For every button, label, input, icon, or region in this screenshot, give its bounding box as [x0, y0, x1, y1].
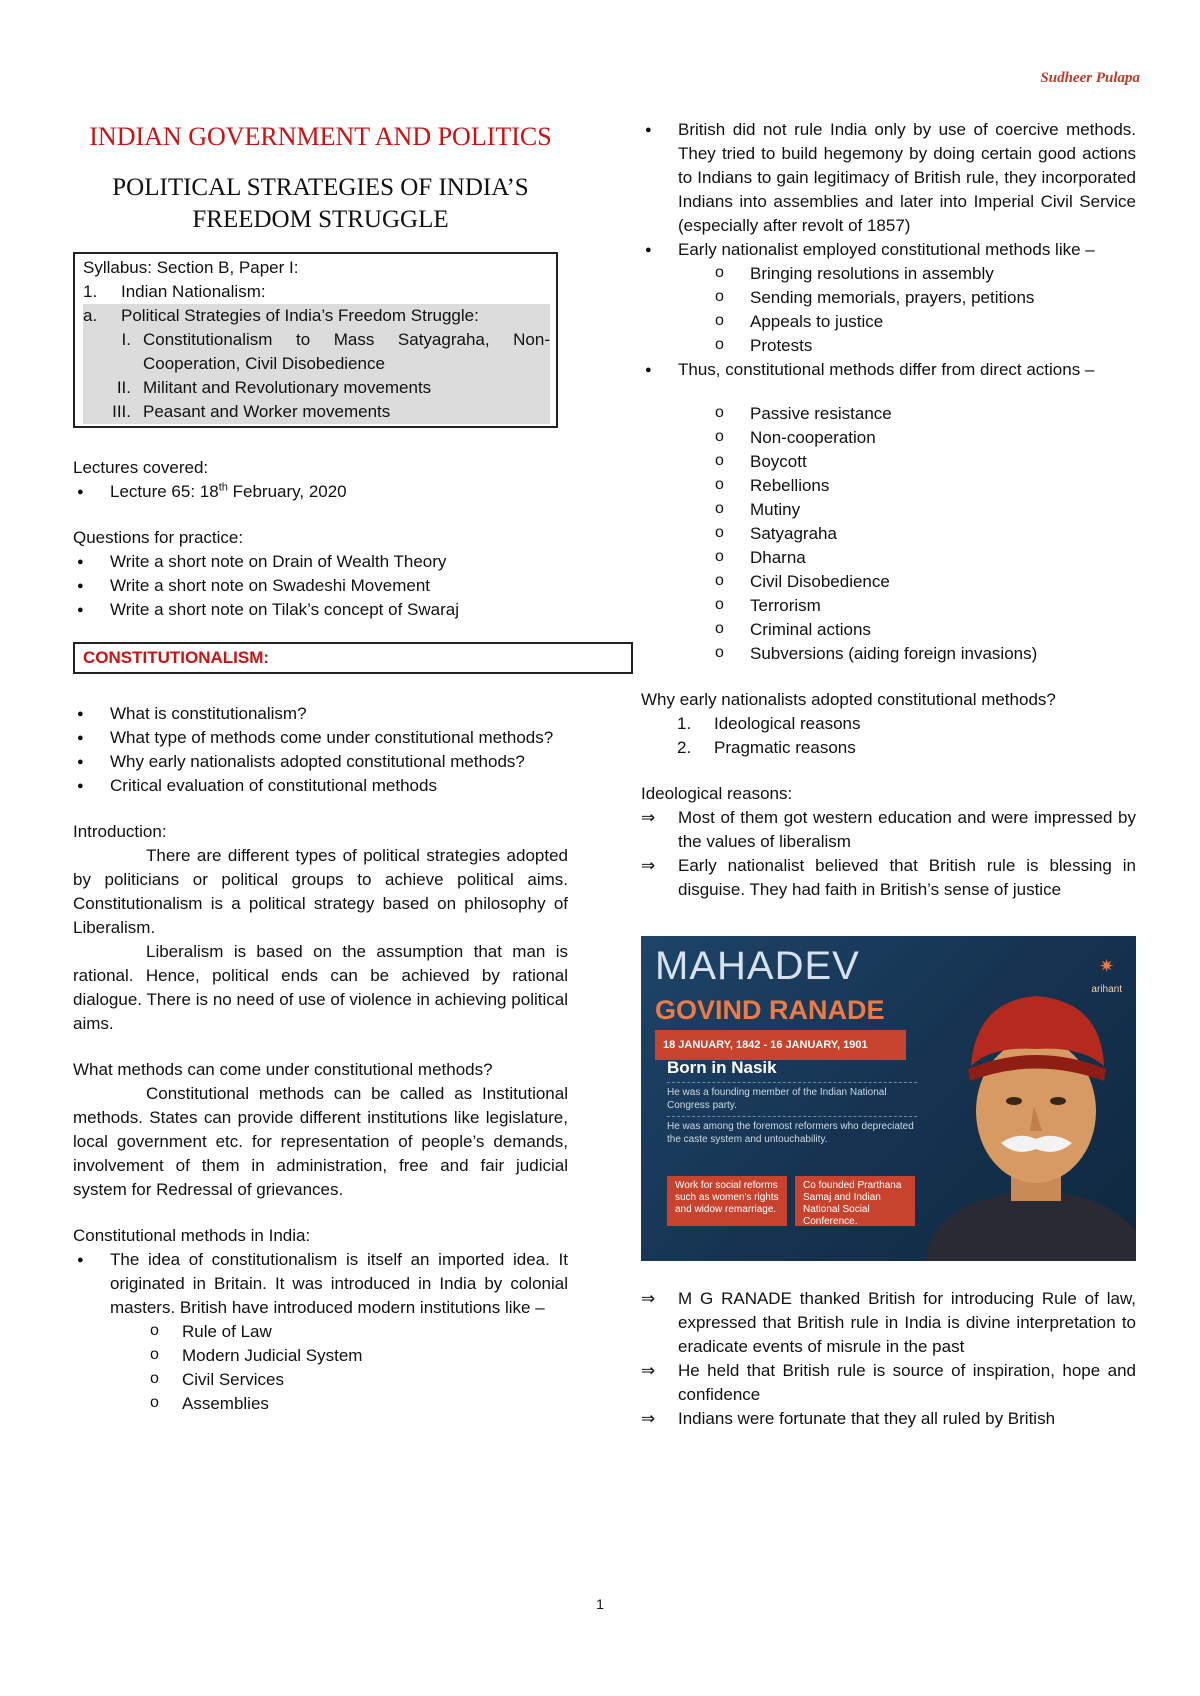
poster-born: Born in Nasik [667, 1058, 777, 1077]
intro-paragraph-2: Liberalism is based on the assumption that man is rational. Hence, political ends can be achieved by rational dialogue. There is no need of use of violence in achieving political aims. [73, 942, 568, 1033]
list-item: o Dharna [641, 546, 1136, 570]
list-item: ● Thus, constitutional methods differ from direct actions – [641, 358, 1136, 382]
list-item: o Civil Disobedience [641, 570, 1136, 594]
list-item: o Subversions (aiding foreign invasions) [641, 642, 1136, 666]
list-item: o Rebellions [641, 474, 1136, 498]
methods-heading: What methods can come under constitutional methods? [73, 1060, 493, 1079]
syllabus-sub-num: III. [112, 402, 131, 421]
list-item [73, 480, 568, 504]
poster-box-2: Co founded Prarthana Samaj and Indian National Social Conference. [795, 1176, 915, 1226]
syllabus-sub-item [83, 376, 550, 400]
syllabus-item-1-num: 1. [83, 282, 98, 301]
direct-actions-list [641, 402, 1136, 666]
right-column [641, 118, 1136, 1431]
list-item: o Rule of Law [73, 1320, 568, 1344]
list-item: ● Write a short note on Tilak’s concept of Swaraj [73, 598, 568, 622]
syllabus-sub-text: Constitutionalism to Mass Satyagraha, Non-Cooperation, Civil Disobedience [143, 330, 550, 373]
syllabus-sub-item [83, 328, 550, 376]
author-name: Sudheer Pulapa [1040, 70, 1140, 86]
list-item: ● What is constitutionalism? [73, 702, 558, 726]
ideological-list [641, 806, 1136, 902]
list-item: o Civil Services [73, 1368, 568, 1392]
publisher-logo-text: arihant [1091, 984, 1122, 995]
constitutional-methods-list [641, 262, 1136, 358]
list-item: o Terrorism [641, 594, 1136, 618]
poster-box-1: Work for social reforms such as women's rights and widow remarriage. [667, 1176, 787, 1226]
list-item: ● What type of methods come under constitutional methods? [73, 726, 558, 750]
list-item: ● British did not rule India only by use of coercive methods. They tried to build hegemony by doing certain good actions to Indians to gain legitimacy of British rule, they incorporated Indians into assemblies and later into Imperial Civil Service (especially after revolt of 1857) [641, 118, 1136, 238]
list-item: o Criminal actions [641, 618, 1136, 642]
methods-paragraph: Constitutional methods can be called as Institutional methods. States can provide different institutions like legislature, local government etc. for representation of people’s demands, involvement of them in administration, free and fair judicial system for Redressal of grievances. [73, 1084, 568, 1199]
institutions-list [73, 1320, 568, 1416]
syllabus-box [73, 252, 558, 428]
syllabus-sub-item [83, 400, 550, 424]
poster-name-line-2: GOVIND RANADE [655, 995, 885, 1025]
reason-num: 1. [677, 714, 692, 733]
reason-text: Pragmatic reasons [714, 738, 856, 757]
list-item: ⇒ He held that British rule is source of inspiration, hope and confidence [641, 1359, 1136, 1407]
poster-divider [667, 1082, 917, 1083]
syllabus-item-1 [83, 280, 550, 304]
lecture-date: February, 2020 [227, 482, 347, 501]
syllabus-sub-text: Militant and Revolutionary movements [143, 378, 432, 397]
lecture-sup: th [218, 481, 228, 494]
syllabus-item-a [83, 304, 550, 328]
page-number: 1 [596, 1596, 604, 1612]
reason-text: Ideological reasons [714, 714, 861, 733]
india-heading: Constitutional methods in India: [73, 1226, 311, 1245]
syllabus-item-1-text: Indian Nationalism: [121, 282, 266, 301]
list-item: ● Write a short note on Swadeshi Movement [73, 574, 568, 598]
ranade-list [641, 1287, 1136, 1431]
document-subtitle [73, 172, 568, 236]
lecture-text: Lecture 65: 18 [110, 482, 219, 501]
introduction-heading: Introduction: [73, 822, 167, 841]
questions-list [73, 550, 568, 622]
subtitle-line-1: POLITICAL STRATEGIES OF INDIA’S [112, 174, 529, 201]
poster-dates: 18 JANUARY, 1842 - 16 JANUARY, 1901 [655, 1030, 906, 1060]
list-item: o Mutiny [641, 498, 1136, 522]
subtitle-line-2: FREEDOM STRUGGLE [192, 206, 449, 233]
list-item: o Sending memorials, prayers, petitions [641, 286, 1136, 310]
syllabus-heading: Syllabus: Section B, Paper I: [83, 258, 299, 277]
right-bullets-1 [641, 118, 1136, 262]
list-item: ● Critical evaluation of constitutional methods [73, 774, 558, 798]
questions-heading: Questions for practice: [73, 528, 244, 547]
section-title-constitutionalism: CONSTITUTIONALISM: [73, 642, 633, 674]
list-item: ⇒ M G RANADE thanked British for introducing Rule of law, expressed that British rule in India is divine interpretation to eradicate events of misrule in the past [641, 1287, 1136, 1359]
document-title: INDIAN GOVERNMENT AND POLITICS [89, 122, 552, 151]
list-item: o Assemblies [73, 1392, 568, 1416]
list-item: o Boycott [641, 450, 1136, 474]
syllabus-sub-num: I. [121, 330, 131, 349]
left-column [73, 118, 568, 1416]
syllabus-item-a-num: a. [83, 306, 98, 325]
star-icon: ✷ [1099, 956, 1115, 976]
poster-fact-2: He was among the foremost reformers who depreciated the caste system and untouchability. [667, 1121, 914, 1145]
list-item: o Protests [641, 334, 1136, 358]
ranade-portrait [906, 961, 1136, 1261]
syllabus-sub-num: II. [116, 378, 131, 397]
list-item: ⇒ Early nationalist believed that British rule is blessing in disguise. They had faith in British’s sense of justice [641, 854, 1136, 902]
list-item: o Bringing resolutions in assembly [641, 262, 1136, 286]
list-item: ● Early nationalist employed constitutional methods like – [641, 238, 1136, 262]
list-item: o Modern Judicial System [73, 1344, 568, 1368]
list-item: ⇒ Most of them got western education and were impressed by the values of liberalism [641, 806, 1136, 854]
intro-paragraph-1: There are different types of political strategies adopted by politicians or political groups to achieve political aims. Constitutionalism is a political strategy based on philosophy of Liberalism. [73, 846, 568, 937]
list-item: ● Why early nationalists adopted constitutional methods? [73, 750, 558, 774]
list-item: o Appeals to justice [641, 310, 1136, 334]
list-item: ⇒ Indians were fortunate that they all ruled by British [641, 1407, 1136, 1431]
list-item: o Non-cooperation [641, 426, 1136, 450]
syllabus-shaded-block [83, 304, 550, 424]
right-bullets-2 [641, 358, 1136, 382]
reasons-list [641, 712, 1136, 760]
list-item: o Satyagraha [641, 522, 1136, 546]
reason-num: 2. [677, 738, 692, 757]
poster-name-line-1: MAHADEV [655, 944, 860, 988]
ranade-poster [641, 936, 1136, 1261]
why-heading: Why early nationalists adopted constitutional methods? [641, 690, 1056, 709]
poster-fact-1: He was a founding member of the Indian National Congress party. [667, 1087, 887, 1111]
list-item: ● The idea of constitutionalism is itself an imported idea. It originated in Britain. It was introduced in India by colonial masters. British have introduced modern institutions like – [73, 1248, 568, 1320]
syllabus-item-a-text: Political Strategies of India’s Freedom Struggle: [121, 306, 479, 325]
syllabus-sub-text: Peasant and Worker movements [143, 402, 391, 421]
lectures-heading: Lectures covered: [73, 458, 209, 477]
poster-divider [667, 1116, 917, 1117]
list-item [641, 736, 1136, 760]
india-list [73, 1248, 568, 1320]
list-item: ● Write a short note on Drain of Wealth Theory [73, 550, 568, 574]
list-item: o Passive resistance [641, 402, 1136, 426]
constitutionalism-questions [73, 702, 568, 798]
list-item [641, 712, 1136, 736]
ideological-heading: Ideological reasons: [641, 784, 793, 803]
lectures-list [73, 480, 568, 504]
